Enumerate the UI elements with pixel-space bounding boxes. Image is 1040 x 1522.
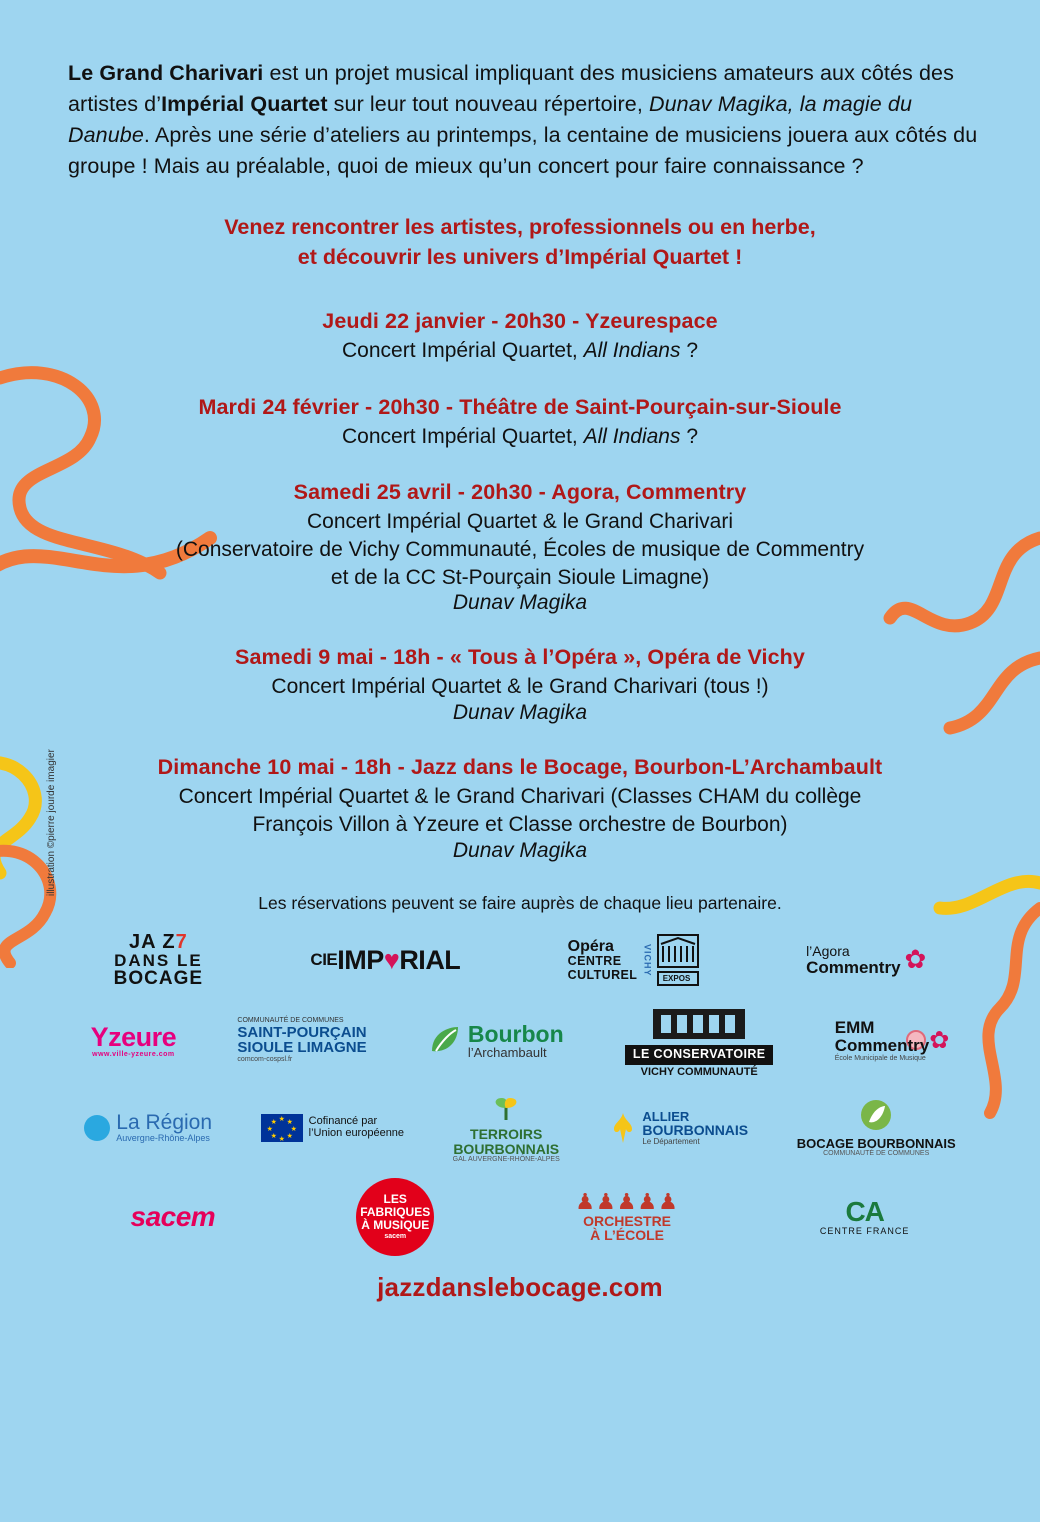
logo-emm-commentry[interactable] (835, 1019, 950, 1062)
allier-l3: Le Département (642, 1136, 700, 1146)
stp-l3: comcom-cospsl.fr (237, 1056, 293, 1064)
intro-text-3: . Après une série d’ateliers au printemps, la centaine de musiciens jouera aux côtés du groupe ! Mais au préalable, quoi de mieux qu’un concert pour faire connaissance ? (68, 122, 978, 178)
leaf-icon (428, 1023, 462, 1057)
event-work-inline: All Indians (583, 338, 681, 362)
event-detail-line: (Conservatoire de Vichy Communauté, Écoles de musique de Commentry (175, 538, 865, 561)
logo-opera-centre-culturel-vichy[interactable] (568, 934, 699, 986)
region-l2: Auvergne-Rhône-Alpes (116, 1133, 210, 1144)
event-item (0, 755, 1040, 862)
event-detail-line: Concert Impérial Quartet & le Grand Charivari (307, 510, 733, 534)
intro-paragraph (68, 58, 978, 182)
fabriques-l2: FABRIQUES (360, 1205, 431, 1220)
logo-orchestre-a-lecole[interactable] (575, 1190, 679, 1242)
events-list (0, 309, 1040, 863)
jazz-l3: BOCAGE (113, 968, 204, 990)
allier-l1: ALLIER (642, 1108, 690, 1124)
logo-row-3 (60, 1092, 980, 1164)
stp-l2: SIOULE LIMAGNE (237, 1039, 367, 1057)
intro-text-1: est un projet musical impliquant des musiciens amateurs aux côtés des artistes d’ (68, 61, 954, 116)
callout-line-2: et découvrir les univers d’Impérial Quartet ! (297, 245, 743, 270)
intro-bold-imperial: Impérial Quartet (161, 91, 328, 116)
event-detail-line: François Villon à Yzeure et Classe orchestre de Bourbon) (252, 812, 788, 836)
imperial-part1: IMP (337, 944, 384, 975)
region-l1: La Région (116, 1111, 213, 1135)
bocage-leaf-icon (859, 1098, 893, 1132)
logo-les-fabriques-a-musique[interactable] (356, 1178, 434, 1256)
imperial-part2: RIAL (399, 944, 461, 975)
logo-cie-imperial[interactable] (310, 946, 460, 974)
event-work: Dunav Magika (452, 701, 588, 725)
logo-row-1 (60, 932, 980, 989)
ca-region: CENTRE FRANCE (819, 1225, 910, 1236)
jazz-seven: 7 (175, 930, 188, 953)
event-detail-line: Concert Impérial Quartet & le Grand Charivari (tous !) (271, 675, 769, 699)
fabriques-l4: sacem (384, 1232, 407, 1240)
event-item (0, 395, 1040, 451)
event-heading: Mardi 24 février - 20h30 - Théâtre de Saint-Pourçain-sur-Sioule (198, 394, 842, 419)
opera-sub1: CENTRE (567, 954, 622, 969)
stp-l1: SAINT-POURÇAIN (237, 1023, 367, 1041)
heart-icon: ♥ (383, 944, 400, 975)
bocage-l1: BOCAGE BOURBONNAIS (796, 1135, 956, 1151)
eu-l1: Cofinancé par (308, 1115, 378, 1128)
conservatoire-sub: VICHY COMMUNAUTÉ (640, 1065, 758, 1078)
logo-terroirs-bourbonnais[interactable] (453, 1092, 560, 1164)
emm-l3: École Municipale de Musique (834, 1054, 926, 1062)
intro-text-2: sur leur tout nouveau répertoire, (327, 91, 649, 116)
building-icon (657, 934, 699, 968)
eu-flag-icon: ★ ★ ★ ★ ★ ★ ★ ★ (261, 1114, 303, 1142)
event-item (0, 645, 1040, 725)
ca-initials: CA (845, 1196, 884, 1228)
logo-union-europeenne[interactable] (261, 1114, 404, 1142)
intro-italic-album: Dunav Magika, la magie du Danube (68, 91, 913, 147)
agora-l2: Commentry (806, 957, 901, 977)
stp-l0: COMMUNAUTÉ DE COMMUNES (237, 1017, 344, 1025)
callout-line-1: Venez rencontrer les artistes, professionnels ou en herbe, (224, 214, 816, 239)
flower-icon: ✿ (929, 1026, 950, 1054)
logo-credit-agricole-centre-france[interactable] (820, 1197, 910, 1236)
plant-icon (486, 1092, 526, 1122)
logo-sacem[interactable]: sacem (130, 1200, 216, 1232)
orchestre-l1: ORCHESTRE (583, 1212, 672, 1229)
event-heading: Dimanche 10 mai - 18h - Jazz dans le Bocage, Bourbon-L’Archambault (157, 755, 883, 780)
jazz-l1: JA Z (129, 930, 176, 953)
terroirs-l3: GAL AUVERGNE-RHÔNE-ALPES (452, 1156, 560, 1164)
logo-row-2 (60, 1003, 980, 1078)
flower-icon: ✿ (904, 944, 927, 975)
event-detail-line: et de la CC St-Pourçain Sioule Limagne) (330, 565, 710, 589)
logo-le-conservatoire-vichy[interactable] (625, 1003, 774, 1078)
event-detail-line: Concert Impérial Quartet, All Indians ? (342, 424, 698, 448)
event-item (0, 480, 1040, 615)
event-heading: Samedi 9 mai - 18h - « Tous à l’Opéra », Opéra de Vichy (235, 645, 805, 670)
opera-sub2: CULTUREL (567, 967, 638, 982)
fabriques-l1: LES (383, 1192, 407, 1207)
conservatoire-building-icon (651, 1003, 747, 1041)
bourbon-l1: Bourbon (467, 1020, 564, 1047)
opera-title: Opéra (567, 937, 614, 955)
vichy-vertical-label: VICHY (642, 943, 653, 977)
logo-saint-pourcain-sioule-limagne[interactable] (237, 1017, 366, 1063)
illustration-credit: illustration ©pierre jourde imagier (46, 749, 57, 896)
event-heading: Samedi 25 avril - 20h30 - Agora, Commentry (293, 480, 747, 505)
cie-label: CIE (310, 950, 338, 970)
bocage-l2: COMMUNAUTÉ DE COMMUNES (823, 1150, 930, 1158)
yzeure-name: Yzeure (90, 1021, 177, 1052)
event-detail-line: Concert Impérial Quartet & le Grand Charivari (Classes CHAM du collège (178, 785, 862, 809)
terroirs-l2: BOURBONNAIS (453, 1140, 560, 1157)
logo-la-region-auvergne-rhone-alpes[interactable] (84, 1112, 212, 1143)
logo-bourbon-larchambault[interactable] (428, 1022, 564, 1060)
bourbon-l2: l’Archambault (467, 1044, 547, 1060)
emm-l1: EMM (834, 1017, 875, 1037)
website-url[interactable]: jazzdanslebocage.com (377, 1271, 663, 1302)
logo-yzeure[interactable] (91, 1023, 177, 1059)
partner-logos (0, 932, 1040, 1256)
terroirs-l1: TERROIRS (470, 1125, 543, 1142)
fabriques-l3: À MUSIQUE (361, 1218, 430, 1233)
event-work-inline: All Indians (583, 424, 681, 448)
jazz-l2: DANS LE (114, 950, 203, 970)
event-item (0, 309, 1040, 365)
emm-l2: Commentry (834, 1035, 930, 1055)
fleur-de-lys-icon (608, 1111, 638, 1145)
expos-label: EXPOS (657, 971, 699, 986)
logo-row-4 (60, 1178, 980, 1256)
callout (0, 212, 1040, 273)
event-work: Dunav Magika (452, 838, 588, 862)
event-work: Dunav Magika (452, 591, 588, 615)
region-circle-icon (84, 1115, 110, 1141)
conservatoire-name: LE CONSERVATOIRE (625, 1045, 774, 1064)
intro-bold-charivari: Le Grand Charivari (68, 61, 264, 85)
yzeure-url: www.ville-yzeure.com (92, 1050, 175, 1058)
logo-jazz-dans-le-bocage[interactable] (114, 932, 203, 989)
orchestre-l2: À L’ÉCOLE (590, 1227, 665, 1244)
logo-allier-bourbonnais[interactable] (608, 1110, 748, 1147)
event-heading: Jeudi 22 janvier - 20h30 - Yzeurespace (322, 308, 718, 333)
eu-l2: l’Union européenne (308, 1126, 405, 1139)
poster-content (0, 58, 1040, 1303)
reservations-note: Les réservations peuvent se faire auprès de chaque lieu partenaire. (258, 892, 782, 913)
logo-agora-commentry[interactable] (806, 944, 926, 977)
allier-l2: BOURBONNAIS (642, 1122, 749, 1139)
agora-l1: l’Agora (806, 942, 850, 959)
musicians-icon: ♟♟♟♟♟ (575, 1189, 679, 1215)
event-detail-line: Concert Impérial Quartet, All Indians ? (342, 338, 698, 362)
logo-bocage-bourbonnais[interactable] (797, 1098, 956, 1158)
